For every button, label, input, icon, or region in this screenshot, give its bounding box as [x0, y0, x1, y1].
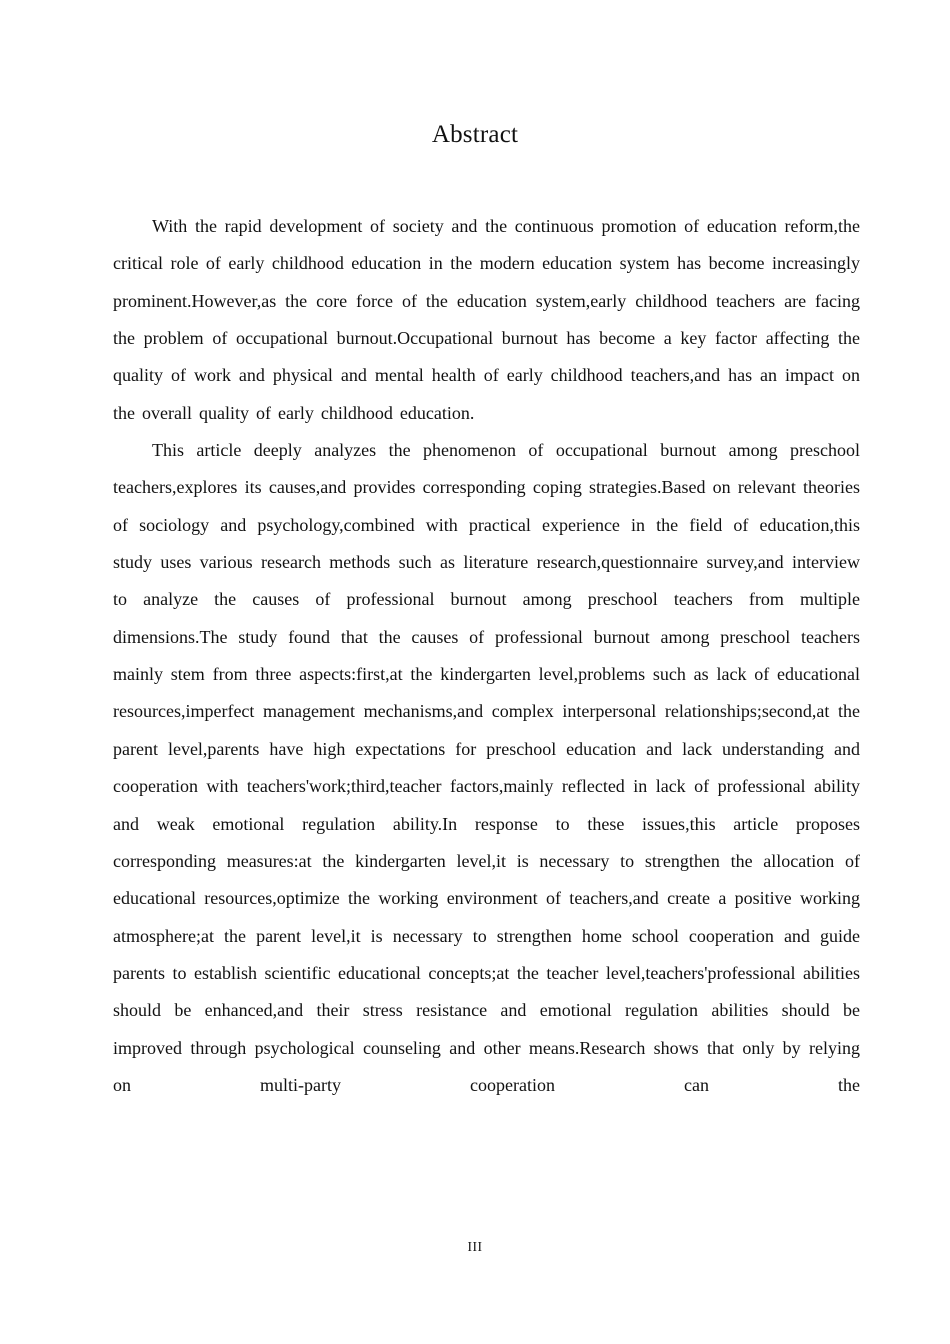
abstract-body	[113, 208, 860, 1104]
page-title: Abstract	[431, 121, 519, 148]
abstract-paragraph-2: This article deeply analyzes the phenomenon of occupational burnout among preschool teachers,explores its causes,and provides corresponding coping strategies.Based on relevant theories of sociology and psychology,combined with practical experience in the field of education,this study uses various research methods such as literature research,questionnaire survey,and interview to analyze the causes of professional burnout among preschool teachers from multiple dimensions.The study found that the causes of professional burnout among preschool teachers mainly stem from three aspects:first,at the kindergarten level,problems such as lack of educational resources,imperfect management mechanisms,and complex interpersonal relationships;second,at the parent level,parents have high expectations for preschool education and lack understanding and cooperation with teachers'work;third,teacher factors,mainly reflected in lack of professional ability and weak emotional regulation ability.In response to these issues,this article proposes corresponding measures:at the kindergarten level,it is necessary to strengthen the allocation of educational resources,optimize the working environment of teachers,and create a positive working atmosphere;at the parent level,it is necessary to strengthen home school cooperation and guide parents to establish scientific educational concepts;at the teacher level,teachers'professional abilities should be enhanced,and their stress resistance and emotional regulation abilities should be improved through psychological counseling and other means.Research shows that only by relying on multi-party cooperation can the	[113, 440, 860, 1095]
page-number: III	[467, 1239, 483, 1254]
abstract-paragraph-1: With the rapid development of society and the continuous promotion of education reform,the critical role of early childhood education in the modern education system has become increasingly prominent.However,as the core force of the education system,early childhood teachers are facing the problem of occupational burnout.Occupational burnout has become a key factor affecting the quality of work and physical and mental health of early childhood teachers,and has an impact on the overall quality of early childhood education.	[113, 216, 860, 423]
